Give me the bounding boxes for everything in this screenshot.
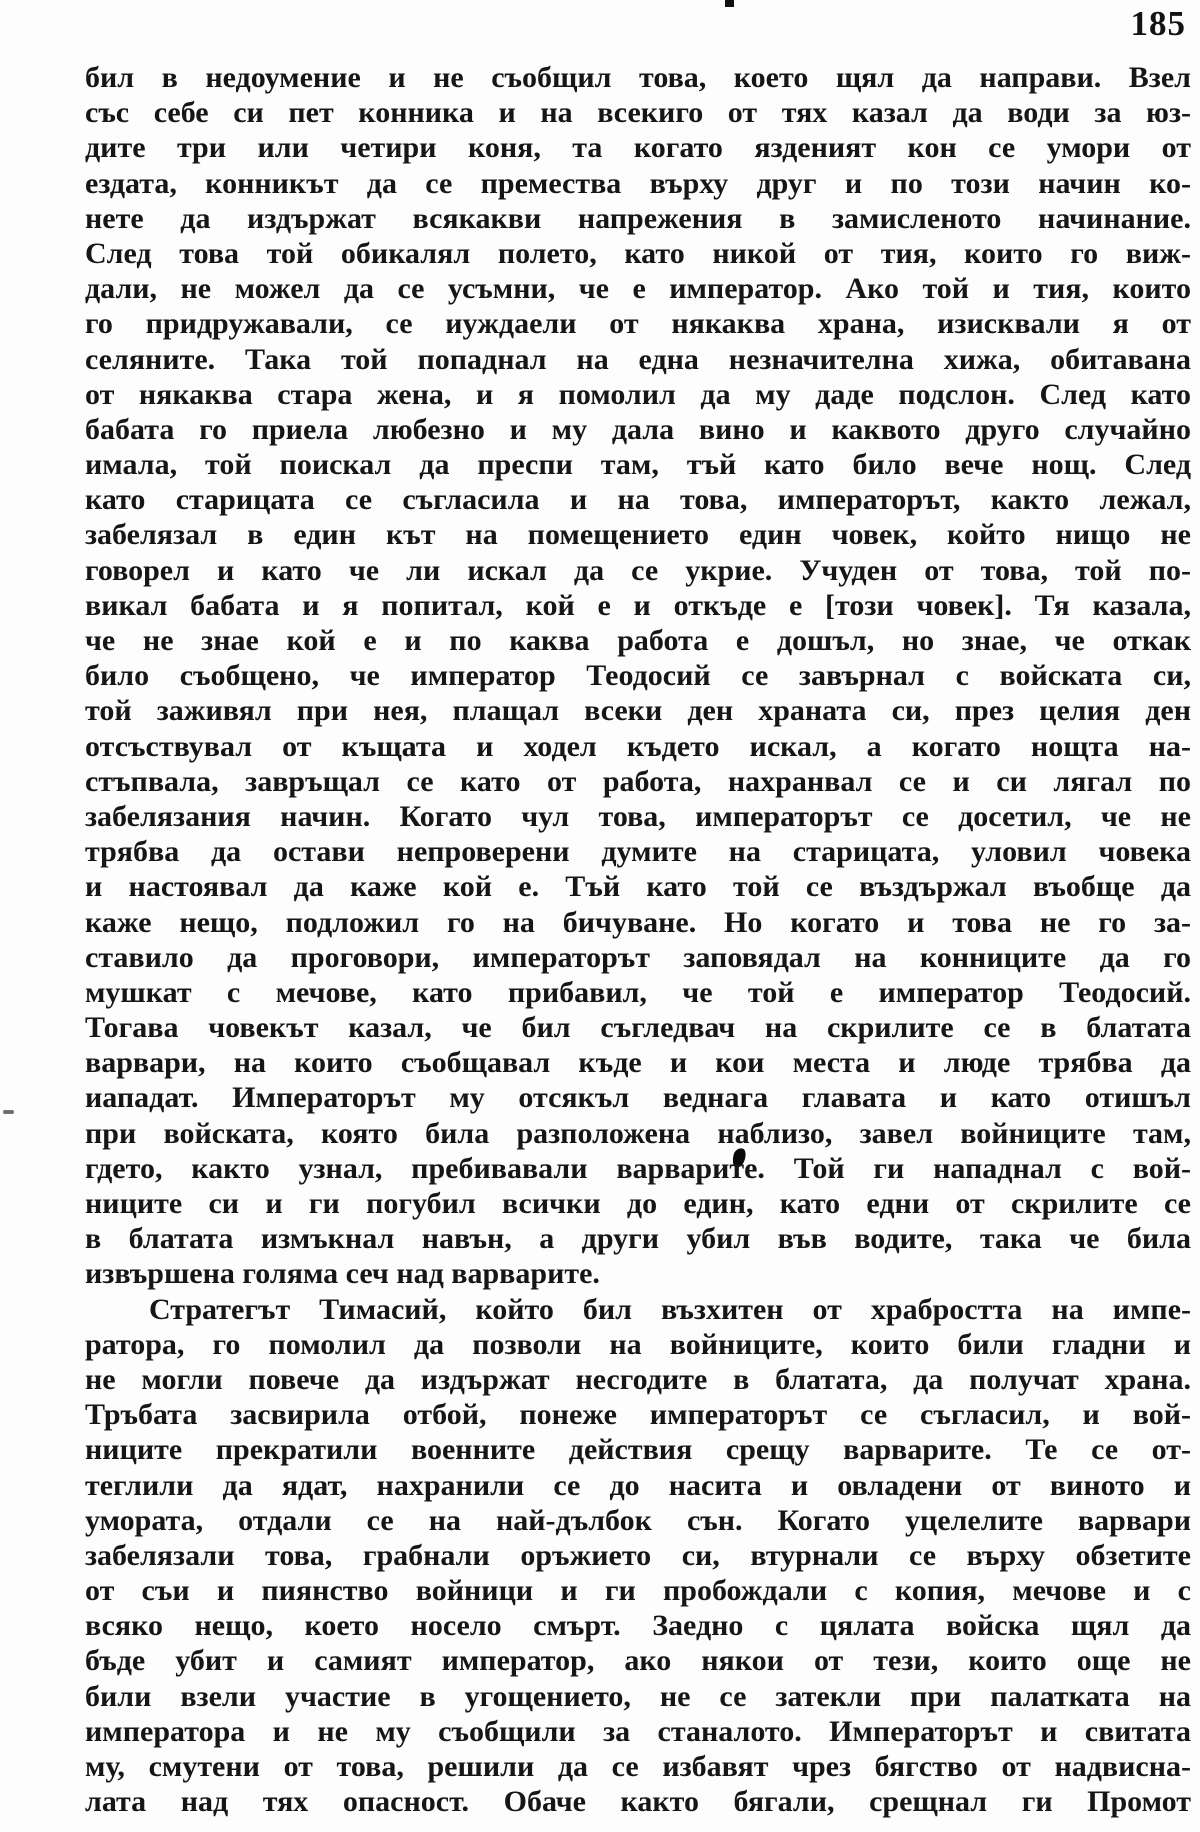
body-text — [85, 60, 1191, 1819]
text-line: забелязал в един кът на помещението един човек, който нищо не — [85, 518, 1191, 552]
text-line: варвари, на които съобщавал къде и кои места и люде трябва да — [85, 1046, 1191, 1080]
scan-artifact-top-mark — [725, 0, 734, 7]
text-line: Стратегът Тимасий, който бил възхитен от храбростта на импе- — [149, 1292, 1191, 1326]
text-line: със себе си пет конника и на всекиго от тях казал да води за юз- — [85, 96, 1191, 130]
text-line: императора и не му съобщили за станалото. Императорът и свитата — [85, 1714, 1191, 1748]
text-line: гдето, както узнал, пребивавали варварите. Той ги нападнал с вой- — [85, 1151, 1191, 1185]
text-line: стъпвала, завръщал се като от работа, нахранвал се и си лягал по — [85, 764, 1191, 798]
text-line: говорел и като че ли искал да се укрие. Учуден от това, той по- — [85, 553, 1191, 587]
text-line: ставило да проговори, императорът заповядал на конниците да го — [85, 940, 1191, 974]
text-line: ратора, го помолил да позволи на войниците, които били гладни и — [85, 1327, 1191, 1361]
text-line: лата над тях опасност. Обаче както бягали, срещнал ги Промот — [85, 1785, 1191, 1819]
text-line: и настоявал да каже кой е. Тъй като той се въздържал въобще да — [85, 870, 1191, 904]
text-line: забелязали това, грабнали оръжието си, втурнали се върху обзетите — [85, 1538, 1191, 1572]
page-number: 185 — [1130, 4, 1186, 43]
text-line: иападат. Императорът му отсякъл веднага главата и като отишъл — [85, 1081, 1191, 1115]
text-line: нете да издържат всякакви напрежения в замисленото начинание. — [85, 201, 1191, 235]
text-line: му, смутени от това, решили да се избавят чрез бягство от надвисна- — [85, 1750, 1191, 1783]
text-line: бабата го приела любезно и му дала вино и каквото друго случайно — [85, 412, 1191, 446]
text-line: ниците си и ги погубил всички до един, като едни от скрилите се — [85, 1187, 1191, 1220]
text-line: викал бабата и я попитал, кой е и откъде е [този човек]. Тя казала, — [85, 588, 1191, 622]
text-line: бъде убит и самият император, ако някои от тези, които още не — [85, 1644, 1191, 1678]
text-line: всяко нещо, което носело смърт. Заедно с цялата войска щял да — [85, 1609, 1191, 1643]
text-line: не могли повече да издържат несгодите в блатата, да получат храна. — [85, 1362, 1191, 1396]
text-line: отсъствувал от къщата и ходел където искал, а когато нощта на- — [85, 729, 1191, 763]
text-line: трябва да остави непроверени думите на старицата, уловил човека — [85, 835, 1191, 869]
text-line: каже нещо, подложил го на бичуване. Но когато и това не го за- — [85, 905, 1191, 939]
text-line: След това той обикалял полето, като никой от тия, които го виж- — [85, 236, 1191, 270]
text-line: ездата, конникът да се премества върху друг и по този начин ко- — [85, 166, 1191, 200]
text-line: селяните. Така той попаднал на една незначителна хижа, обитавана — [85, 342, 1191, 376]
text-line: имала, той поискал да преспи там, тъй като било вече нощ. След — [85, 448, 1191, 482]
text-line: ниците прекратили военните действия срещу варварите. Те се от- — [85, 1433, 1191, 1467]
text-line: като старицата се съгласила и на това, императорът, както лежал, — [85, 483, 1191, 517]
text-line: от съи и пиянство войници и ги пробождали с копия, мечове и с — [85, 1574, 1191, 1608]
text-line: от някаква стара жена, и я помолил да му даде подслон. След като — [85, 377, 1191, 411]
text-line: било съобщено, че император Теодосий се завърнал с войската си, — [85, 659, 1191, 693]
text-line: теглили да ядат, нахранили се до насита и овладени от виното и — [85, 1468, 1191, 1502]
text-line: Тръбата засвирила отбой, понеже императорът се съгласил, и вой- — [85, 1398, 1191, 1432]
text-line: той заживял при нея, плащал всеки ден храната си, през целия ден — [85, 694, 1191, 728]
text-line: били взели участие в угощението, не се затекли при палатката на — [85, 1679, 1191, 1713]
text-line: извършена голяма сеч над варварите. — [85, 1257, 600, 1291]
text-line: бил в недоумение и не съобщил това, което щял да направи. Взел — [85, 61, 1191, 94]
text-line: умората, отдали се на най-дълбок сън. Когато уцелелите варвари — [85, 1503, 1191, 1537]
text-line: мушкат с мечове, като прибавил, че той е император Теодосий. — [85, 975, 1191, 1009]
text-line: че не знае кой е и по каква работа е дошъл, но знае, че откак — [85, 624, 1191, 657]
text-line: Тогава човекът казал, че бил съгледвач на скрилите се в блатата — [85, 1011, 1191, 1045]
text-line: го придружавали, се иуждаели от някаква храна, изисквали я от — [85, 307, 1191, 341]
text-line: в блатата измъкнал навън, а други убил във водите, така че била — [85, 1222, 1191, 1256]
text-line: при войската, която била разположена наблизо, завел войниците там, — [85, 1116, 1191, 1150]
scan-artifact-margin-dash — [3, 1110, 14, 1114]
text-line: забелязания начин. Когато чул това, императорът се досетил, че не — [85, 799, 1191, 833]
text-line: дали, не можел да се усъмни, че е император. Ако той и тия, които — [85, 272, 1191, 306]
text-line: дите три или четири коня, та когато язденият кон се умори от — [85, 131, 1191, 165]
